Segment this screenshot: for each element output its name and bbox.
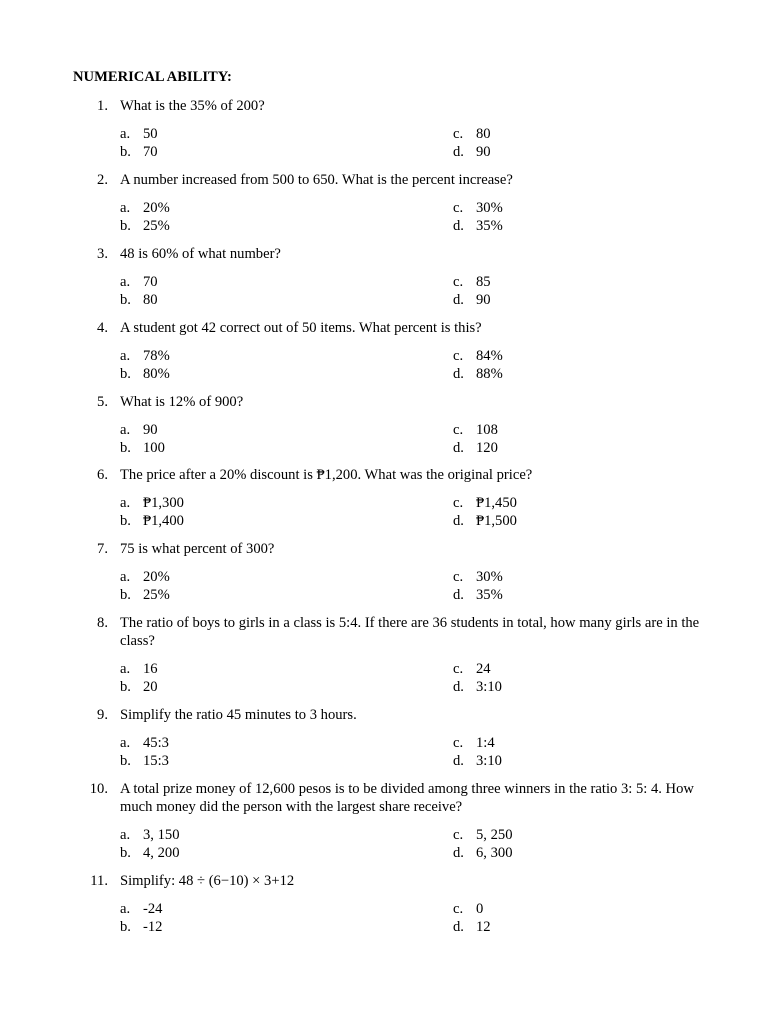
option-value: 88%: [476, 366, 503, 382]
option-value: 25%: [143, 587, 170, 603]
option-letter: a.: [120, 827, 131, 843]
question-number: 6.: [97, 467, 108, 483]
option-value: 120: [476, 440, 498, 456]
option-letter: c.: [453, 569, 464, 585]
option-value: 80%: [143, 366, 170, 382]
option-letter: b.: [120, 753, 131, 769]
option-letter: c.: [453, 661, 464, 677]
option-letter: b.: [120, 679, 131, 695]
option-letter: c.: [453, 827, 464, 843]
option-letter: d.: [453, 144, 464, 160]
option-letter: a.: [120, 735, 131, 751]
option-value: 25%: [143, 218, 170, 234]
option-value: ₱1,300: [143, 495, 184, 511]
option-letter: d.: [453, 440, 464, 456]
option-letter: a.: [120, 661, 131, 677]
question-text: A number increased from 500 to 650. What is the percent increase?: [120, 172, 513, 188]
option-letter: c.: [453, 200, 464, 216]
question-text: Simplify: 48 ÷ (6−10) × 3+12: [120, 873, 295, 889]
option-value: 45:3: [143, 735, 169, 751]
option-letter: c.: [453, 126, 464, 142]
question-number: 4.: [97, 320, 108, 336]
question-number: 5.: [97, 394, 108, 410]
option-value: 15:3: [143, 753, 169, 769]
question-text: The price after a 20% discount is ₱1,200. What was the original price?: [120, 467, 533, 483]
option-letter: c.: [453, 274, 464, 290]
question-text: 48 is 60% of what number?: [120, 246, 281, 262]
option-letter: a.: [120, 901, 131, 917]
option-value: 35%: [476, 587, 503, 603]
option-letter: d.: [453, 218, 464, 234]
option-value: 35%: [476, 218, 503, 234]
option-value: 30%: [476, 200, 503, 216]
option-value: 84%: [476, 348, 503, 364]
option-letter: d.: [453, 753, 464, 769]
option-letter: d.: [453, 366, 464, 382]
option-value: 6, 300: [476, 845, 513, 861]
option-letter: b.: [120, 440, 131, 456]
option-letter: b.: [120, 366, 131, 382]
question-text: Simplify the ratio 45 minutes to 3 hours.: [120, 707, 357, 723]
option-letter: a.: [120, 126, 131, 142]
option-value: 20%: [143, 569, 170, 585]
option-letter: b.: [120, 919, 131, 935]
option-value: 70: [143, 144, 158, 160]
option-letter: c.: [453, 735, 464, 751]
option-value: 0: [476, 901, 484, 917]
question-text: What is the 35% of 200?: [120, 98, 265, 114]
option-value: 78%: [143, 348, 170, 364]
option-value: 12: [476, 919, 491, 935]
option-letter: b.: [120, 845, 131, 861]
option-letter: c.: [453, 901, 464, 917]
option-letter: d.: [453, 919, 464, 935]
option-value: ₱1,400: [143, 513, 184, 529]
question-text: A student got 42 correct out of 50 items. What percent is this?: [120, 320, 482, 336]
option-value: 3:10: [476, 679, 502, 695]
option-letter: a.: [120, 495, 131, 511]
option-letter: a.: [120, 348, 131, 364]
option-value: 20: [143, 679, 158, 695]
question-text: A total prize money of 12,600 pesos is to be divided among three winners in the ratio 3: 5: 4. How much money did the person with the largest share receive?: [120, 781, 694, 815]
option-letter: b.: [120, 513, 131, 529]
option-letter: b.: [120, 292, 131, 308]
option-letter: a.: [120, 200, 131, 216]
question-number: 2.: [97, 172, 108, 188]
option-letter: c.: [453, 422, 464, 438]
option-letter: b.: [120, 218, 131, 234]
option-value: 3:10: [476, 753, 502, 769]
option-value: -24: [143, 901, 163, 917]
option-letter: b.: [120, 144, 131, 160]
question-number: 1.: [97, 98, 108, 114]
option-value: 3, 150: [143, 827, 180, 843]
question-number: 8.: [97, 615, 108, 631]
question-text: 75 is what percent of 300?: [120, 541, 275, 557]
option-value: 30%: [476, 569, 503, 585]
option-letter: a.: [120, 422, 131, 438]
question-number: 11.: [90, 873, 108, 889]
option-letter: c.: [453, 348, 464, 364]
option-value: 90: [143, 422, 158, 438]
option-value: 20%: [143, 200, 170, 216]
option-value: 50: [143, 126, 158, 142]
option-letter: d.: [453, 845, 464, 861]
question-number: 10.: [89, 781, 108, 797]
question-text: What is 12% of 900?: [120, 394, 244, 410]
option-letter: a.: [120, 569, 131, 585]
option-value: ₱1,500: [476, 513, 517, 529]
option-value: 80: [476, 126, 491, 142]
option-value: 108: [476, 422, 498, 438]
option-value: 70: [143, 274, 158, 290]
option-value: 80: [143, 292, 158, 308]
option-letter: d.: [453, 292, 464, 308]
option-value: 5, 250: [476, 827, 513, 843]
option-value: 90: [476, 144, 491, 160]
question-number: 9.: [97, 707, 108, 723]
option-letter: c.: [453, 495, 464, 511]
option-letter: d.: [453, 513, 464, 529]
section-title: NUMERICAL ABILITY:: [73, 69, 232, 85]
option-value: 85: [476, 274, 491, 290]
option-value: 1:4: [476, 735, 495, 751]
option-letter: b.: [120, 587, 131, 603]
question-number: 3.: [97, 246, 108, 262]
option-value: -12: [143, 919, 163, 935]
option-value: 100: [143, 440, 165, 456]
option-value: 4, 200: [143, 845, 180, 861]
option-value: 90: [476, 292, 491, 308]
option-letter: d.: [453, 587, 464, 603]
question-text: The ratio of boys to girls in a class is 5:4. If there are 36 students in total, how many girls are in the class?: [120, 615, 700, 649]
question-number: 7.: [97, 541, 108, 557]
option-letter: a.: [120, 274, 131, 290]
option-value: 24: [476, 661, 491, 677]
option-value: 16: [143, 661, 158, 677]
option-value: ₱1,450: [476, 495, 517, 511]
option-letter: d.: [453, 679, 464, 695]
